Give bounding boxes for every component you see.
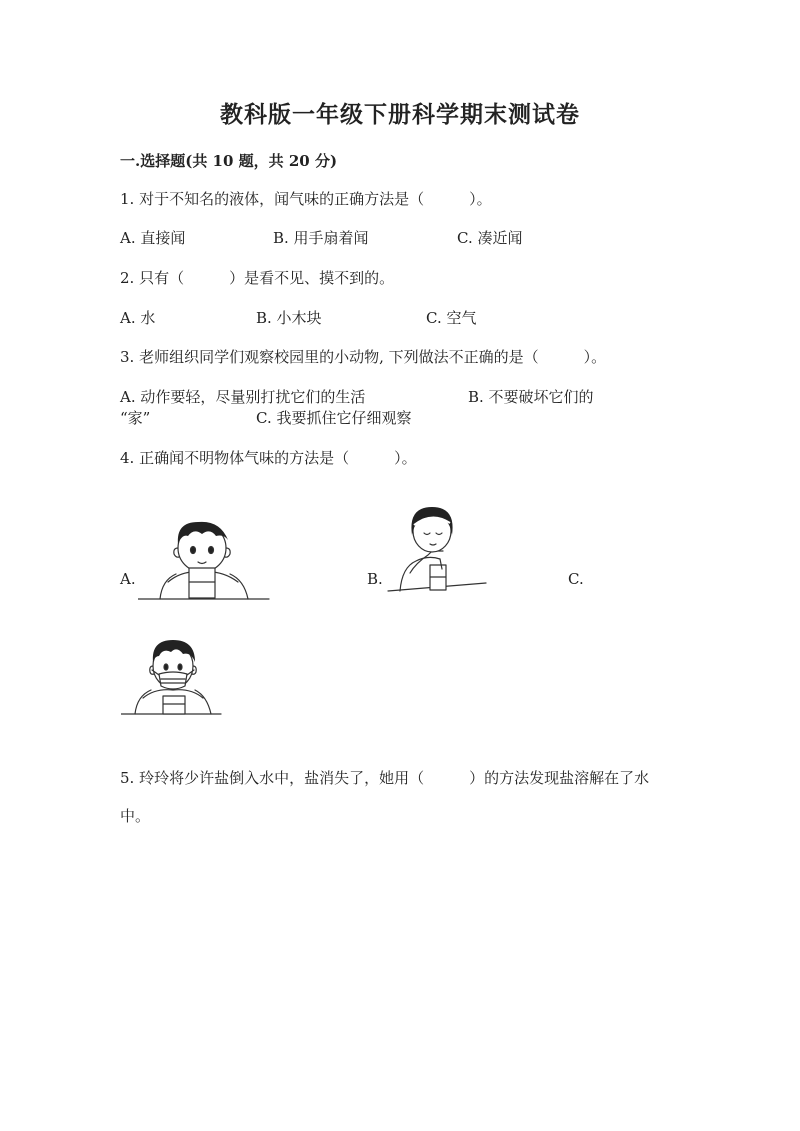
question-4-stem: 4. 正确闻不明物体气味的方法是（ ）。 (120, 449, 417, 467)
question-4-option-a[interactable]: A. (120, 570, 136, 588)
question-3-option-c[interactable]: C. 我要抓住它仔细观察 (256, 409, 412, 427)
page-title: 教科版一年级下册科学期末测试卷 (220, 101, 580, 128)
question-2-option-a[interactable]: A. 水 (120, 309, 156, 327)
question-5-stem-line-1: 5. 玲玲将少许盐倒入水中，盐消失了，她用（ ）的方法发现盐溶解在了水 (120, 769, 650, 787)
question-1-option-c[interactable]: C. 凑近闻 (457, 229, 523, 247)
boy-mask-cup-icon (121, 632, 223, 718)
question-1-option-a[interactable]: A. 直接闻 (120, 229, 186, 247)
question-5-stem-line-2: 中。 (120, 807, 151, 825)
question-3-option-b[interactable]: B. 不要破坏它们的 (468, 388, 594, 406)
question-4-option-c[interactable]: C. (568, 570, 584, 588)
question-1-stem: 1. 对于不知名的液体，闻气味的正确方法是（ ）。 (120, 190, 492, 208)
question-1-option-b[interactable]: B. 用手扇着闻 (273, 229, 369, 247)
question-4-option-b[interactable]: B. (367, 570, 383, 588)
question-2-option-c[interactable]: C. 空气 (426, 309, 477, 327)
question-3-option-b-continued: “家” (120, 409, 151, 427)
girl-wafting-cup-icon (386, 503, 488, 599)
question-3-option-a[interactable]: A. 动作要轻，尽量别打扰它们的生活 (120, 388, 366, 406)
question-2-option-b[interactable]: B. 小木块 (256, 309, 322, 327)
section-header: 一.选择题(共 10 题，共 20 分) (120, 152, 338, 170)
question-3-stem: 3. 老师组织同学们观察校园里的小动物, 下列做法不正确的是（ ）。 (120, 348, 607, 366)
boy-smelling-cup-icon (138, 510, 270, 606)
question-2-stem: 2. 只有（ ）是看不见、摸不到的。 (120, 269, 395, 287)
